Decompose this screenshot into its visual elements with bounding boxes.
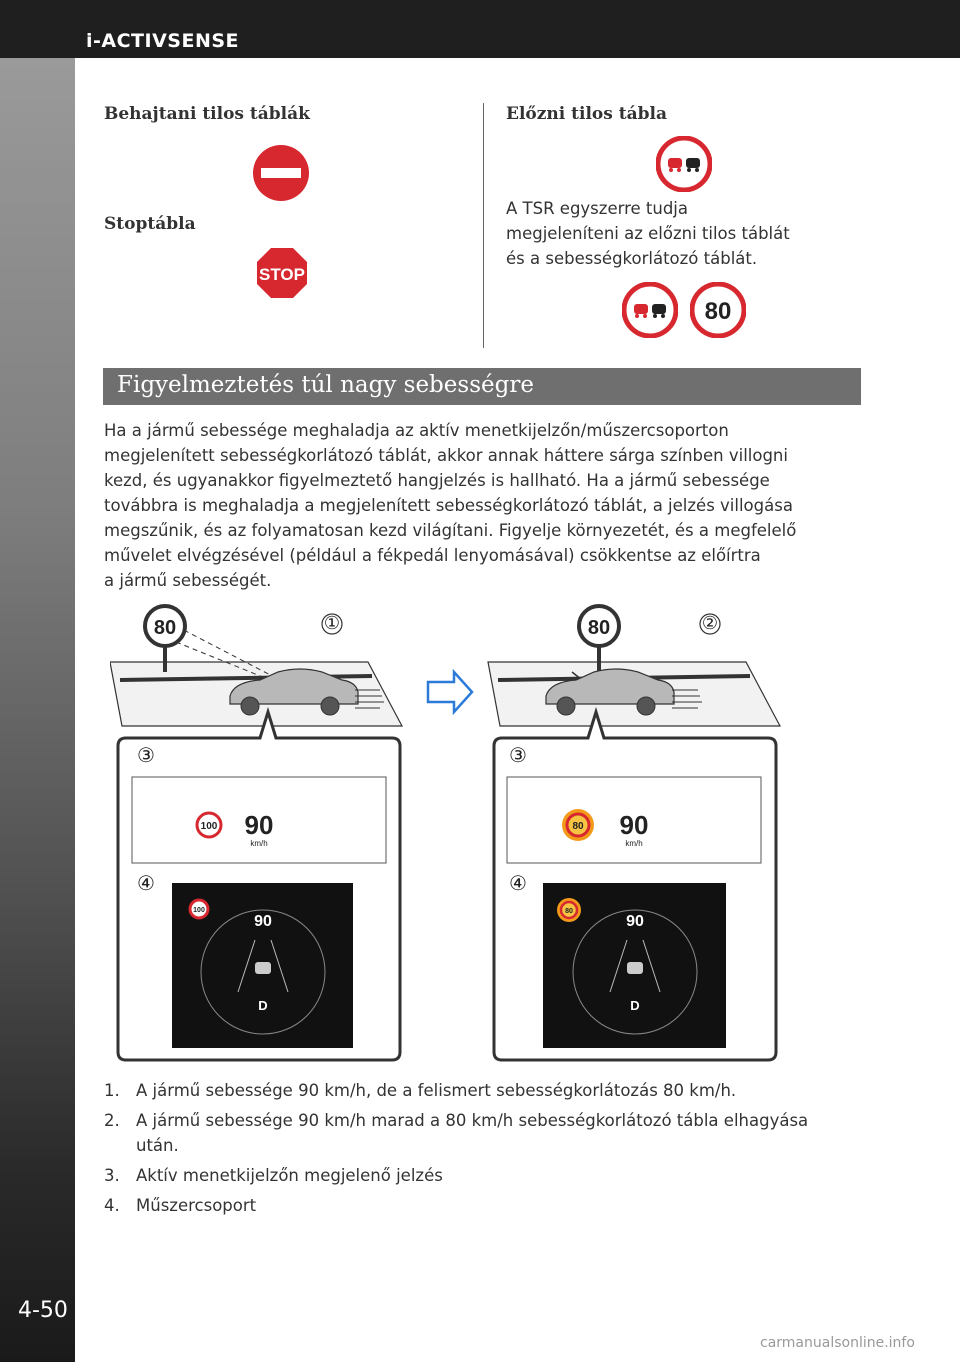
road-sign-right-text: 80 xyxy=(587,617,611,639)
speed-limit-80-text: 80 xyxy=(704,298,732,325)
callout-1: ① xyxy=(323,613,341,634)
paragraph-line: művelet elvégzésével (például a fékpedál lenyomásával) csökkentse az előírtra xyxy=(104,546,761,565)
callout-3-right: ③ xyxy=(509,743,527,767)
list-item xyxy=(104,1108,824,1158)
hud-limit-left: 100 xyxy=(200,821,218,832)
legend-list xyxy=(104,1078,824,1223)
no-overtaking-description xyxy=(506,196,836,271)
chapter-title: i-ACTIVSENSE xyxy=(86,30,240,52)
page-number: 4-50 xyxy=(18,1298,68,1323)
section-paragraph xyxy=(104,418,864,593)
hud-speed-right: 90 xyxy=(619,810,649,840)
speed-warning-illustration xyxy=(110,600,790,1065)
hud-unit-right: km/h xyxy=(625,839,643,848)
cluster-limit-right: 80 xyxy=(565,908,573,915)
hud-unit-left: km/h xyxy=(250,839,268,848)
hud-limit-right: 80 xyxy=(572,821,584,832)
callout-3-left: ③ xyxy=(137,743,155,767)
cluster-speed-left: 90 xyxy=(254,913,272,930)
list-item xyxy=(104,1163,824,1188)
callout-4-right: ④ xyxy=(509,871,527,895)
no-overtaking-label: Előzni tilos tábla xyxy=(506,104,667,124)
cluster-speed-right: 90 xyxy=(626,913,644,930)
section-heading-bar xyxy=(103,368,861,405)
scene-right xyxy=(488,606,780,1060)
callout-4-left: ④ xyxy=(137,871,155,895)
section-title: Figyelmeztetés túl nagy sebességre xyxy=(117,372,534,398)
speed-limit-80-sign-icon xyxy=(690,282,746,338)
desc-line-1: A TSR egyszerre tudja xyxy=(506,199,688,218)
scene-left xyxy=(110,606,402,1060)
paragraph-line: továbbra is meghaladja a megjelenített sebességkorlátozó táblát, a jelzés villogása xyxy=(104,496,793,515)
no-entry-sign-icon xyxy=(252,144,310,202)
no-overtaking-sign-icon xyxy=(656,136,712,192)
cluster-car-right-icon xyxy=(627,962,643,974)
stop-sign-label: Stoptábla xyxy=(104,214,196,234)
hud-speed-left: 90 xyxy=(244,810,274,840)
column-divider xyxy=(483,103,484,348)
cluster-car-left-icon xyxy=(255,962,271,974)
cluster-gear-left: D xyxy=(258,998,268,1013)
list-item-number: 4. xyxy=(104,1196,120,1215)
list-item-text: Aktív menetkijelzőn megjelenő jelzés xyxy=(136,1166,443,1185)
no-overtaking-sign-small-icon xyxy=(622,282,678,338)
watermark: carmanualsonline.info xyxy=(760,1335,915,1351)
paragraph-line: megszűnik, és az folyamatosan kezd világítani. Figyelje környezetét, és a megfelelő xyxy=(104,521,797,540)
list-item xyxy=(104,1193,824,1218)
desc-line-2: megjeleníteni az előzni tilos táblát xyxy=(506,224,790,243)
list-item-number: 1. xyxy=(104,1081,120,1100)
paragraph-line: Ha a jármű sebessége meghaladja az aktív menetkijelzőn/műszercsoporton xyxy=(104,421,729,440)
road-sign-left-text: 80 xyxy=(153,617,177,639)
desc-line-3: és a sebességkorlátozó táblát. xyxy=(506,249,758,268)
no-entry-label: Behajtani tilos táblák xyxy=(104,104,310,124)
paragraph-line: megjelenített sebességkorlátozó táblát, akkor annak háttere sárga színben villogni xyxy=(104,446,788,465)
transition-arrow-icon xyxy=(428,672,472,712)
cluster-gear-right: D xyxy=(630,998,640,1013)
callout-2: ② xyxy=(701,613,719,634)
list-item-number: 3. xyxy=(104,1166,120,1185)
stop-sign-icon xyxy=(256,247,308,299)
paragraph-line: a jármű sebességét. xyxy=(104,571,272,590)
list-item xyxy=(104,1078,824,1103)
list-item-text: A jármű sebessége 90 km/h marad a 80 km/h sebességkorlátozó tábla elhagyása után. xyxy=(136,1111,809,1155)
paragraph-line: kezd, és ugyanakkor figyelmeztető hangjelzés is hallható. Ha a jármű sebessége xyxy=(104,471,770,490)
list-item-number: 2. xyxy=(104,1111,120,1130)
stop-sign-text: STOP xyxy=(259,265,305,284)
cluster-limit-left: 100 xyxy=(193,907,205,914)
list-item-text: Műszercsoport xyxy=(136,1196,257,1215)
list-item-text: A jármű sebessége 90 km/h, de a felismert sebességkorlátozás 80 km/h. xyxy=(136,1081,737,1100)
